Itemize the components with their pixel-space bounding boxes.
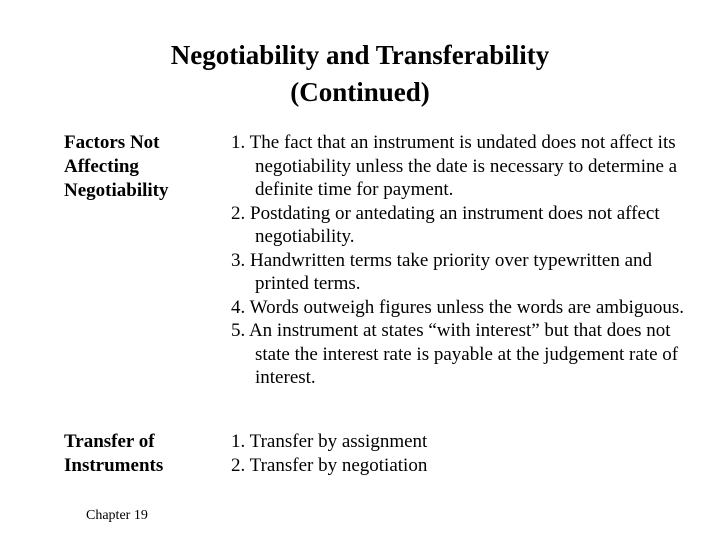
slide-title (0, 37, 720, 111)
label-line: Negotiability (64, 180, 169, 201)
factors-label (64, 131, 214, 203)
title-line-2: (Continued) (290, 77, 430, 107)
footer-chapter: Chapter 19 (86, 508, 148, 523)
label-line: Factors Not (64, 132, 160, 153)
list-item: 2. Postdating or antedating an instrument does not affect negotiability. (231, 202, 660, 247)
transfer-label (64, 430, 214, 478)
list-item: 5. An instrument at states “with interest” but that does not state the interest rate is payable at the judgement rate of interest. (231, 320, 679, 388)
factors-list (231, 131, 701, 390)
title-line-1: Negotiability and Transferability (170, 40, 550, 70)
list-item: 1. The fact that an instrument is undated does not affect its negotiability unless the date is necessary to determine a definite time for payment. (231, 132, 678, 200)
list-item: 1. Transfer by assignment (231, 431, 428, 452)
transfer-list (231, 430, 701, 477)
list-item: 4. Words outweigh figures unless the words are ambiguous. (231, 296, 684, 318)
label-line: Affecting (64, 156, 139, 177)
label-line: Transfer of (64, 431, 155, 452)
label-line: Instruments (64, 455, 164, 476)
list-item: 2. Transfer by negotiation (231, 454, 428, 476)
list-item: 3. Handwritten terms take priority over typewritten and printed terms. (231, 249, 653, 294)
